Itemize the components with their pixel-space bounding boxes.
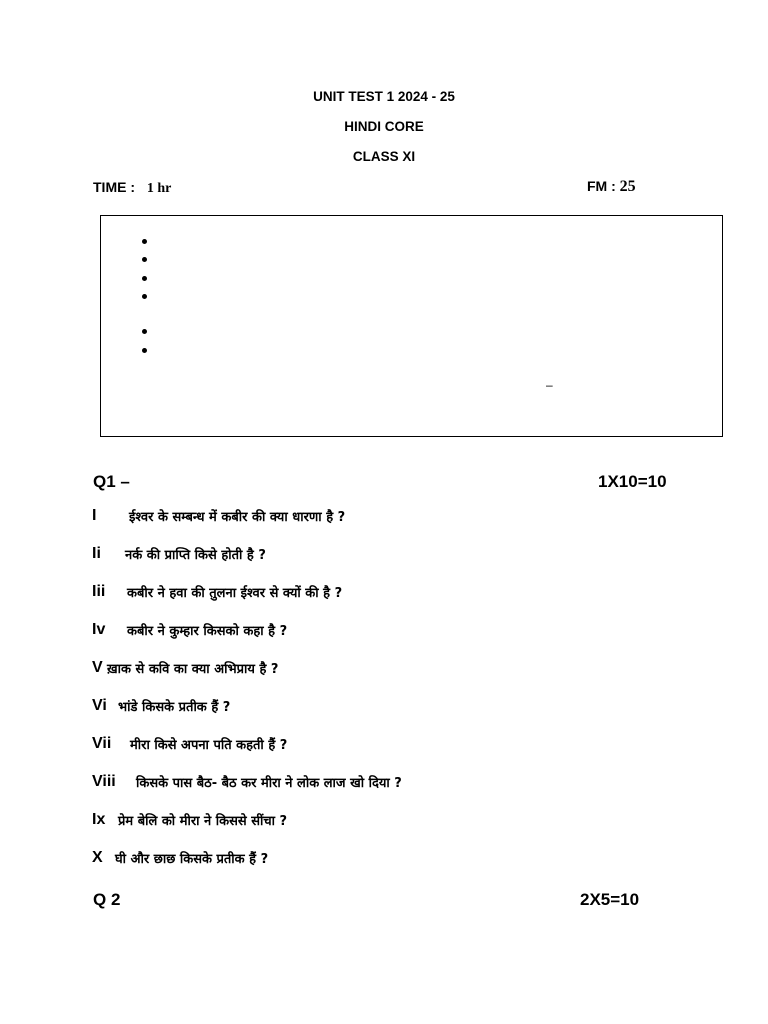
question-text: भांडे किसके प्रतीक हैं ? <box>118 700 231 715</box>
question-number: Viii <box>92 773 116 790</box>
question-item <box>92 621 287 643</box>
question-item <box>92 583 342 605</box>
question-text: कबीर ने हवा की तुलना ईश्वर से क्यों की है ? <box>127 586 343 601</box>
question-number: Ii <box>92 545 101 562</box>
question-text: किसके पास बैठ- बैठ कर मीरा ने लोक लाज खो दिया ? <box>136 776 402 791</box>
question-number: I <box>92 507 97 524</box>
instruction-bullet <box>142 348 147 353</box>
q2-marks: 2X5=10 <box>580 890 640 909</box>
class-title: CLASS XI <box>352 149 416 164</box>
question-item <box>92 849 268 871</box>
fm-label: FM : <box>587 178 616 194</box>
q1-marks: 1X10=10 <box>598 472 667 491</box>
question-text: ख़ाक से कवि का क्या अभिप्राय है ? <box>107 662 279 677</box>
subject-title: HINDI CORE <box>344 119 424 134</box>
question-number: Iii <box>92 583 106 600</box>
instructions-box <box>100 215 723 437</box>
test-title: UNIT TEST 1 2024 - 25 <box>313 89 455 104</box>
question-number: V <box>92 659 103 676</box>
question-item <box>92 773 402 795</box>
instruction-bullet <box>142 239 147 244</box>
q2-label: Q 2 <box>93 890 121 909</box>
instruction-bullet <box>142 276 147 281</box>
fm-line <box>587 178 636 196</box>
question-text: घी और छाछ किसके प्रतीक हैं ? <box>115 852 269 867</box>
q1-label: Q1 – <box>93 472 130 491</box>
instruction-bullet <box>142 257 147 262</box>
question-item <box>92 697 230 719</box>
question-number: Ix <box>92 811 106 828</box>
question-item <box>92 735 287 757</box>
question-number: Vi <box>92 697 107 714</box>
question-text: कबीर ने कुम्हार किसको कहा है ? <box>127 624 288 639</box>
time-line <box>93 179 171 197</box>
question-text: प्रेम बेलि को मीरा ने किससे सींचा ? <box>118 814 288 829</box>
question-number: X <box>92 849 103 866</box>
instruction-bullet <box>142 329 147 334</box>
question-text: नर्क की प्राप्ति किसे होती है ? <box>125 548 266 563</box>
question-text: ईश्वर के सम्बन्ध में कबीर की क्या धारणा है ? <box>129 510 346 525</box>
time-value: 1 hr <box>146 181 172 196</box>
question-item <box>92 659 278 681</box>
instruction-bullet <box>142 294 147 299</box>
question-number: Vii <box>92 735 112 752</box>
question-item <box>92 811 287 833</box>
fm-value: 25 <box>619 178 636 195</box>
question-item <box>92 507 345 529</box>
question-text: मीरा किसे अपना पति कहती हैं ? <box>130 738 288 753</box>
question-item <box>92 545 266 567</box>
time-label: TIME : <box>93 179 135 195</box>
instruction-dash: – <box>546 378 553 392</box>
question-number: Iv <box>92 621 106 638</box>
